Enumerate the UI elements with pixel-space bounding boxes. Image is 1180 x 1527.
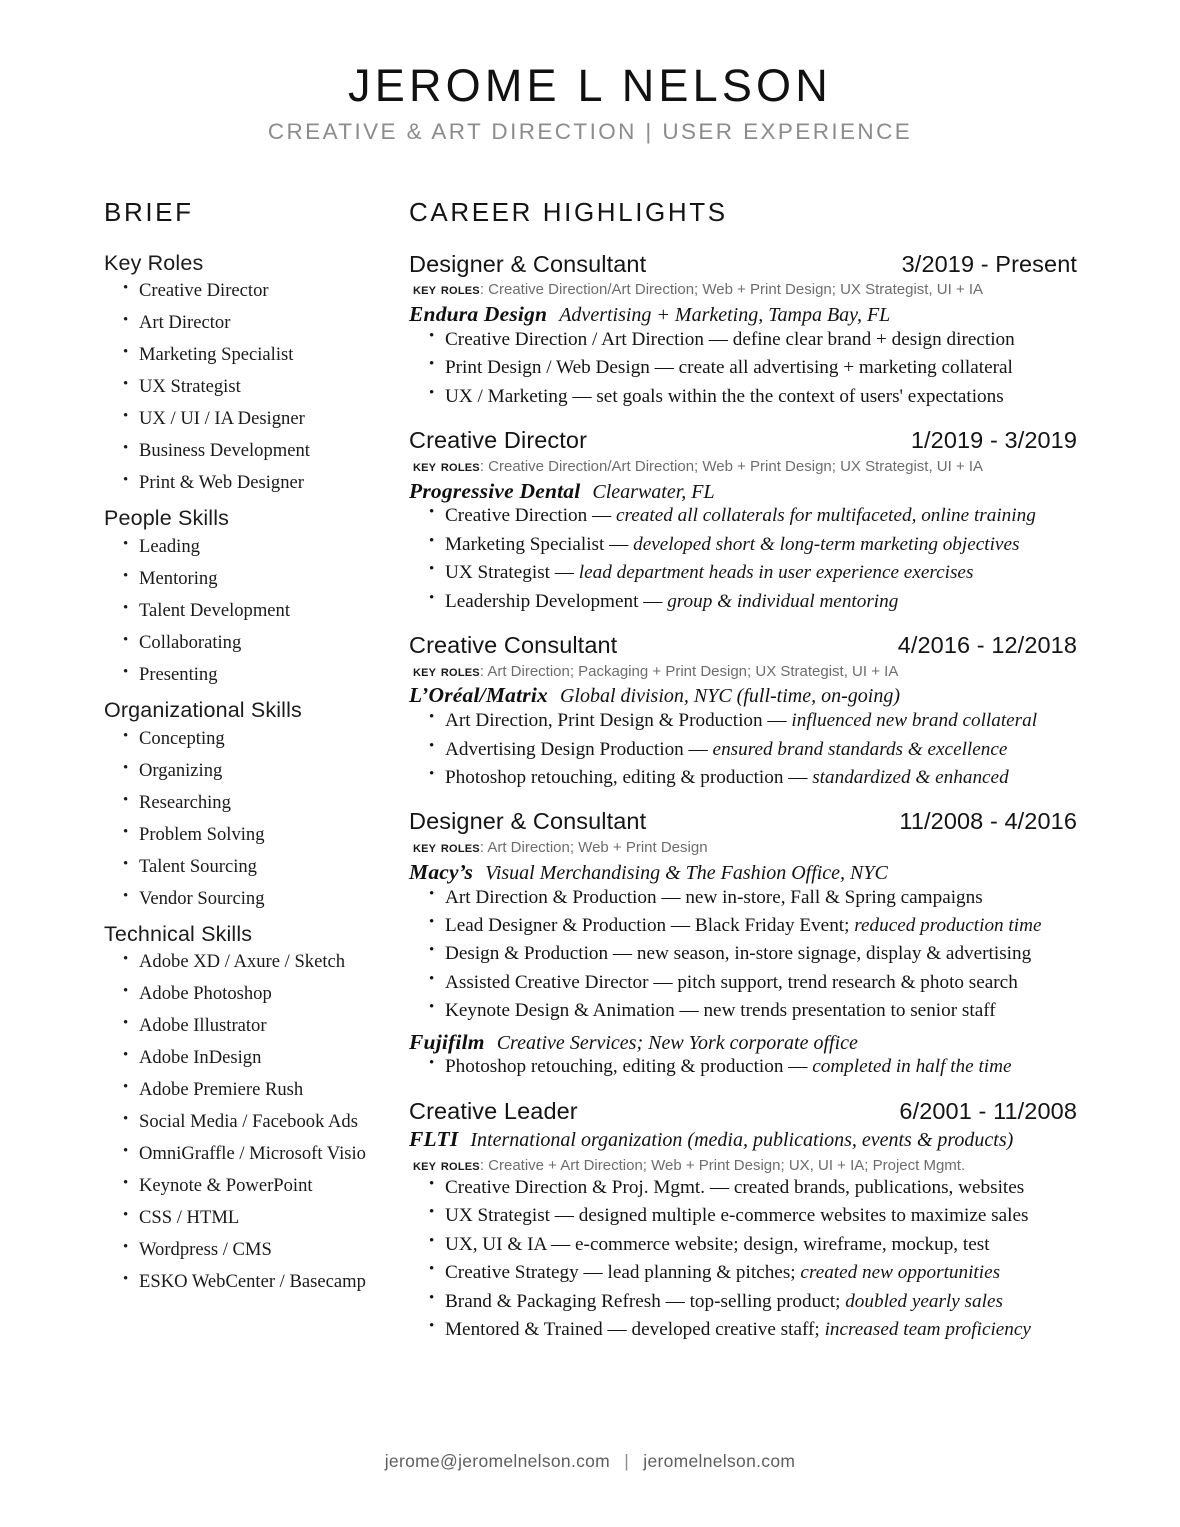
job-key-roles (413, 661, 1077, 682)
company-line (409, 479, 1077, 505)
list-item: • CSS / HTML (104, 1209, 400, 1228)
sidebar-group-heading: Technical Skills (104, 921, 253, 946)
job-bullet (409, 535, 1077, 554)
list-item: • Researching (104, 794, 400, 813)
key-roles-label: key roles (413, 456, 480, 475)
job-title: Creative Director (409, 427, 587, 454)
key-roles-text: : Creative Direction/Art Direction; Web + Print Design; UX Strategist, UI + IA (479, 281, 984, 299)
bullet-emphasis: group & individual mentoring (667, 590, 899, 612)
list-item: • Mentoring (104, 570, 400, 589)
list-item: • Adobe XD / Axure / Sketch (104, 953, 400, 972)
job-dates: 4/2016 - 12/2018 (897, 631, 1077, 658)
job-header (409, 251, 1077, 279)
company-name: Macy’s (409, 859, 474, 884)
job-bullet (409, 563, 1077, 582)
bullet-text: Assisted Creative Director — pitch support, trend research & photo search (445, 971, 1018, 993)
list-item: • Leading (104, 538, 400, 557)
company-line (409, 683, 1077, 709)
company-detail: Visual Merchandising & The Fashion Office, NYC (485, 861, 888, 884)
job-bullet-list (409, 506, 1077, 610)
list-item: • Art Director (104, 314, 400, 333)
sidebar-skill-list (104, 282, 400, 493)
company-name: Endura Design (409, 302, 548, 327)
job-bullet (409, 1206, 1077, 1225)
bullet-emphasis: doubled yearly sales (845, 1290, 1003, 1312)
job-key-roles (413, 456, 1077, 477)
job-bullet-list (409, 888, 1077, 1021)
job-header (409, 1098, 1077, 1126)
bullet-text: Mentored & Trained — developed creative staff; (445, 1318, 825, 1340)
job-bullet (409, 1001, 1077, 1020)
job-bullet (409, 387, 1077, 406)
bullet-text: UX Strategist — designed multiple e-commerce websites to maximize sales (445, 1205, 1029, 1227)
list-item: • Organizing (104, 762, 400, 781)
company-name: Progressive Dental (409, 478, 581, 503)
key-roles-label: key roles (413, 1156, 480, 1175)
main-section-title: CAREER HIGHLIGHTS (409, 196, 728, 227)
list-item: • Concepting (104, 730, 400, 749)
job-key-roles (413, 1155, 1077, 1176)
bullet-emphasis: completed in half the time (812, 1056, 1012, 1078)
company-name: FLTI (409, 1127, 459, 1152)
job-header (409, 632, 1077, 660)
list-item: • Presenting (104, 666, 400, 685)
footer-website[interactable]: jeromelnelson.com (643, 1451, 796, 1471)
list-item: • OmniGraffle / Microsoft Visio (104, 1145, 400, 1164)
job-header (409, 808, 1077, 836)
list-item: • Print & Web Designer (104, 474, 400, 493)
job-bullet (409, 740, 1077, 759)
job-bullet (409, 1263, 1077, 1282)
job-bullet (409, 916, 1077, 935)
job-dates: 11/2008 - 4/2016 (899, 808, 1077, 835)
sidebar-group (104, 698, 400, 908)
bullet-text: Design & Production — new season, in-store signage, display & advertising (445, 943, 1032, 965)
job-bullet (409, 1320, 1077, 1339)
bullet-text: Creative Direction / Art Direction — define clear brand + design direction (445, 329, 1015, 351)
job-title: Creative Consultant (409, 631, 618, 658)
bullet-text: Print Design / Web Design — create all advertising + marketing collateral (445, 357, 1013, 379)
job-bullet (409, 358, 1077, 377)
bullet-text: Art Direction, Print Design & Production — (445, 710, 792, 732)
company-line (409, 860, 1077, 886)
sidebar-column (104, 196, 400, 1305)
list-item: • Talent Development (104, 602, 400, 621)
job-bullet (409, 330, 1077, 349)
resume-columns (0, 196, 1180, 1349)
sidebar-group-heading: People Skills (104, 506, 230, 531)
sidebar-skill-list (104, 953, 400, 1291)
bullet-text: Advertising Design Production — (445, 738, 713, 760)
candidate-name: JEROME L NELSON (348, 60, 832, 111)
sidebar-skill-list (104, 727, 400, 909)
main-column (400, 196, 1077, 1349)
list-item: • Adobe Premiere Rush (104, 1081, 400, 1100)
job-bullet (409, 592, 1077, 611)
bullet-text: Art Direction & Production — new in-store, Fall & Spring campaigns (445, 886, 983, 908)
list-item: • Adobe Illustrator (104, 1017, 400, 1036)
job-entry (409, 808, 1077, 1076)
list-item: • Problem Solving (104, 826, 400, 845)
company-detail: Clearwater, FL (592, 480, 715, 503)
sidebar-groups (104, 251, 400, 1292)
bullet-emphasis: created new opportunities (800, 1262, 1001, 1284)
job-bullet (409, 944, 1077, 963)
sidebar-section-title: BRIEF (104, 196, 194, 227)
key-roles-label: key roles (413, 661, 480, 680)
candidate-tagline: CREATIVE & ART DIRECTION | USER EXPERIENCE (267, 118, 913, 144)
list-item: • Business Development (104, 442, 400, 461)
bullet-emphasis: influenced new brand collateral (791, 710, 1038, 732)
key-roles-text: : Art Direction; Web + Print Design (479, 838, 708, 856)
list-item: • Adobe Photoshop (104, 985, 400, 1004)
job-bullet-list (409, 1057, 1077, 1076)
company-line (409, 302, 1077, 328)
sidebar-group (104, 922, 400, 1292)
sidebar-group (104, 506, 400, 684)
key-roles-label: key roles (413, 280, 480, 299)
footer-separator: | (624, 1451, 630, 1471)
sidebar-skill-list (104, 538, 400, 685)
job-entry (409, 632, 1077, 787)
job-key-roles (413, 837, 1077, 858)
bullet-emphasis: increased team proficiency (824, 1318, 1031, 1340)
job-bullet (409, 1292, 1077, 1311)
job-title: Designer & Consultant (409, 808, 647, 835)
bullet-text: Photoshop retouching, editing & production — (445, 1056, 813, 1078)
bullet-text: Lead Designer & Production — Black Friday Event; (445, 915, 855, 937)
list-item: • UX / UI / IA Designer (104, 410, 400, 429)
sidebar-group-heading: Key Roles (104, 250, 204, 275)
company-detail: Creative Services; New York corporate office (496, 1031, 858, 1054)
job-list (409, 251, 1077, 1339)
sidebar-group-heading: Organizational Skills (104, 697, 302, 722)
job-bullet (409, 973, 1077, 992)
key-roles-label: key roles (413, 837, 480, 856)
job-bullet (409, 1057, 1077, 1076)
job-entry (409, 427, 1077, 611)
bullet-emphasis: ensured brand standards & excellence (712, 738, 1008, 760)
bullet-emphasis: reduced production time (854, 915, 1042, 937)
job-bullet (409, 1178, 1077, 1197)
sidebar-group (104, 251, 400, 493)
list-item: • ESKO WebCenter / Basecamp (104, 1273, 400, 1292)
job-bullet-list (409, 1178, 1077, 1339)
list-item: • Vendor Sourcing (104, 890, 400, 909)
list-item: • Wordpress / CMS (104, 1241, 400, 1260)
key-roles-text: : Creative + Art Direction; Web + Print Design; UX, UI + IA; Project Mgmt. (479, 1157, 966, 1175)
bullet-emphasis: created all collaterals for multifaceted, online training (616, 505, 1036, 527)
bullet-text: UX / Marketing — set goals within the the context of users' expectations (445, 385, 1004, 407)
job-bullet-list (409, 330, 1077, 406)
list-item: • Talent Sourcing (104, 858, 400, 877)
bullet-text: Marketing Specialist — (445, 533, 634, 555)
job-bullet (409, 1235, 1077, 1254)
list-item: • Social Media / Facebook Ads (104, 1113, 400, 1132)
bullet-emphasis: standardized & enhanced (812, 767, 1009, 789)
job-entry (409, 251, 1077, 406)
job-dates: 6/2001 - 11/2008 (899, 1097, 1077, 1124)
bullet-text: Creative Strategy — lead planning & pitches; (445, 1262, 801, 1284)
company-line (409, 1030, 1077, 1056)
job-key-roles (413, 279, 1077, 300)
key-roles-text: : Art Direction; Packaging + Print Design; UX Strategist, UI + IA (479, 662, 899, 680)
list-item: • Collaborating (104, 634, 400, 653)
job-entry (409, 1098, 1077, 1340)
job-bullet (409, 506, 1077, 525)
bullet-text: UX Strategist — (445, 562, 579, 584)
company-detail: Global division, NYC (full-time, on-going) (559, 685, 900, 708)
key-roles-text: : Creative Direction/Art Direction; Web + Print Design; UX Strategist, UI + IA (479, 457, 984, 475)
sub-company-entry (409, 1030, 1077, 1077)
company-detail: International organization (media, publications, events & products) (470, 1129, 1014, 1152)
company-line (409, 1127, 1077, 1153)
resume-footer (0, 1451, 1180, 1472)
bullet-text: Leadership Development — (445, 590, 668, 612)
list-item: • Adobe InDesign (104, 1049, 400, 1068)
list-item: • Creative Director (104, 282, 400, 301)
company-name: L’Oréal/Matrix (409, 683, 548, 708)
job-bullet (409, 768, 1077, 787)
job-title: Designer & Consultant (409, 250, 647, 277)
footer-email[interactable]: jerome@jeromelnelson.com (384, 1451, 611, 1471)
list-item: • Marketing Specialist (104, 346, 400, 365)
resume-header (0, 0, 1180, 145)
bullet-emphasis: lead department heads in user experience exercises (578, 562, 974, 584)
list-item: • UX Strategist (104, 378, 400, 397)
job-dates: 1/2019 - 3/2019 (910, 427, 1077, 454)
bullet-emphasis: developed short & long-term marketing objectives (633, 533, 1020, 555)
job-bullet (409, 888, 1077, 907)
bullet-text: Creative Direction — (445, 505, 617, 527)
job-bullet-list (409, 711, 1077, 787)
bullet-text: Photoshop retouching, editing & production — (445, 767, 813, 789)
bullet-text: UX, UI & IA — e-commerce website; design, wireframe, mockup, test (445, 1233, 990, 1255)
job-header (409, 427, 1077, 455)
bullet-text: Keynote Design & Animation — new trends presentation to senior staff (445, 1000, 996, 1022)
job-dates: 3/2019 - Present (901, 250, 1077, 277)
job-bullet (409, 711, 1077, 730)
job-title: Creative Leader (409, 1097, 578, 1124)
company-name: Fujifilm (409, 1029, 485, 1054)
bullet-text: Brand & Packaging Refresh — top-selling product; (445, 1290, 846, 1312)
company-detail: Advertising + Marketing, Tampa Bay, FL (559, 304, 891, 327)
list-item: • Keynote & PowerPoint (104, 1177, 400, 1196)
bullet-text: Creative Direction & Proj. Mgmt. — created brands, publications, websites (445, 1177, 1025, 1199)
